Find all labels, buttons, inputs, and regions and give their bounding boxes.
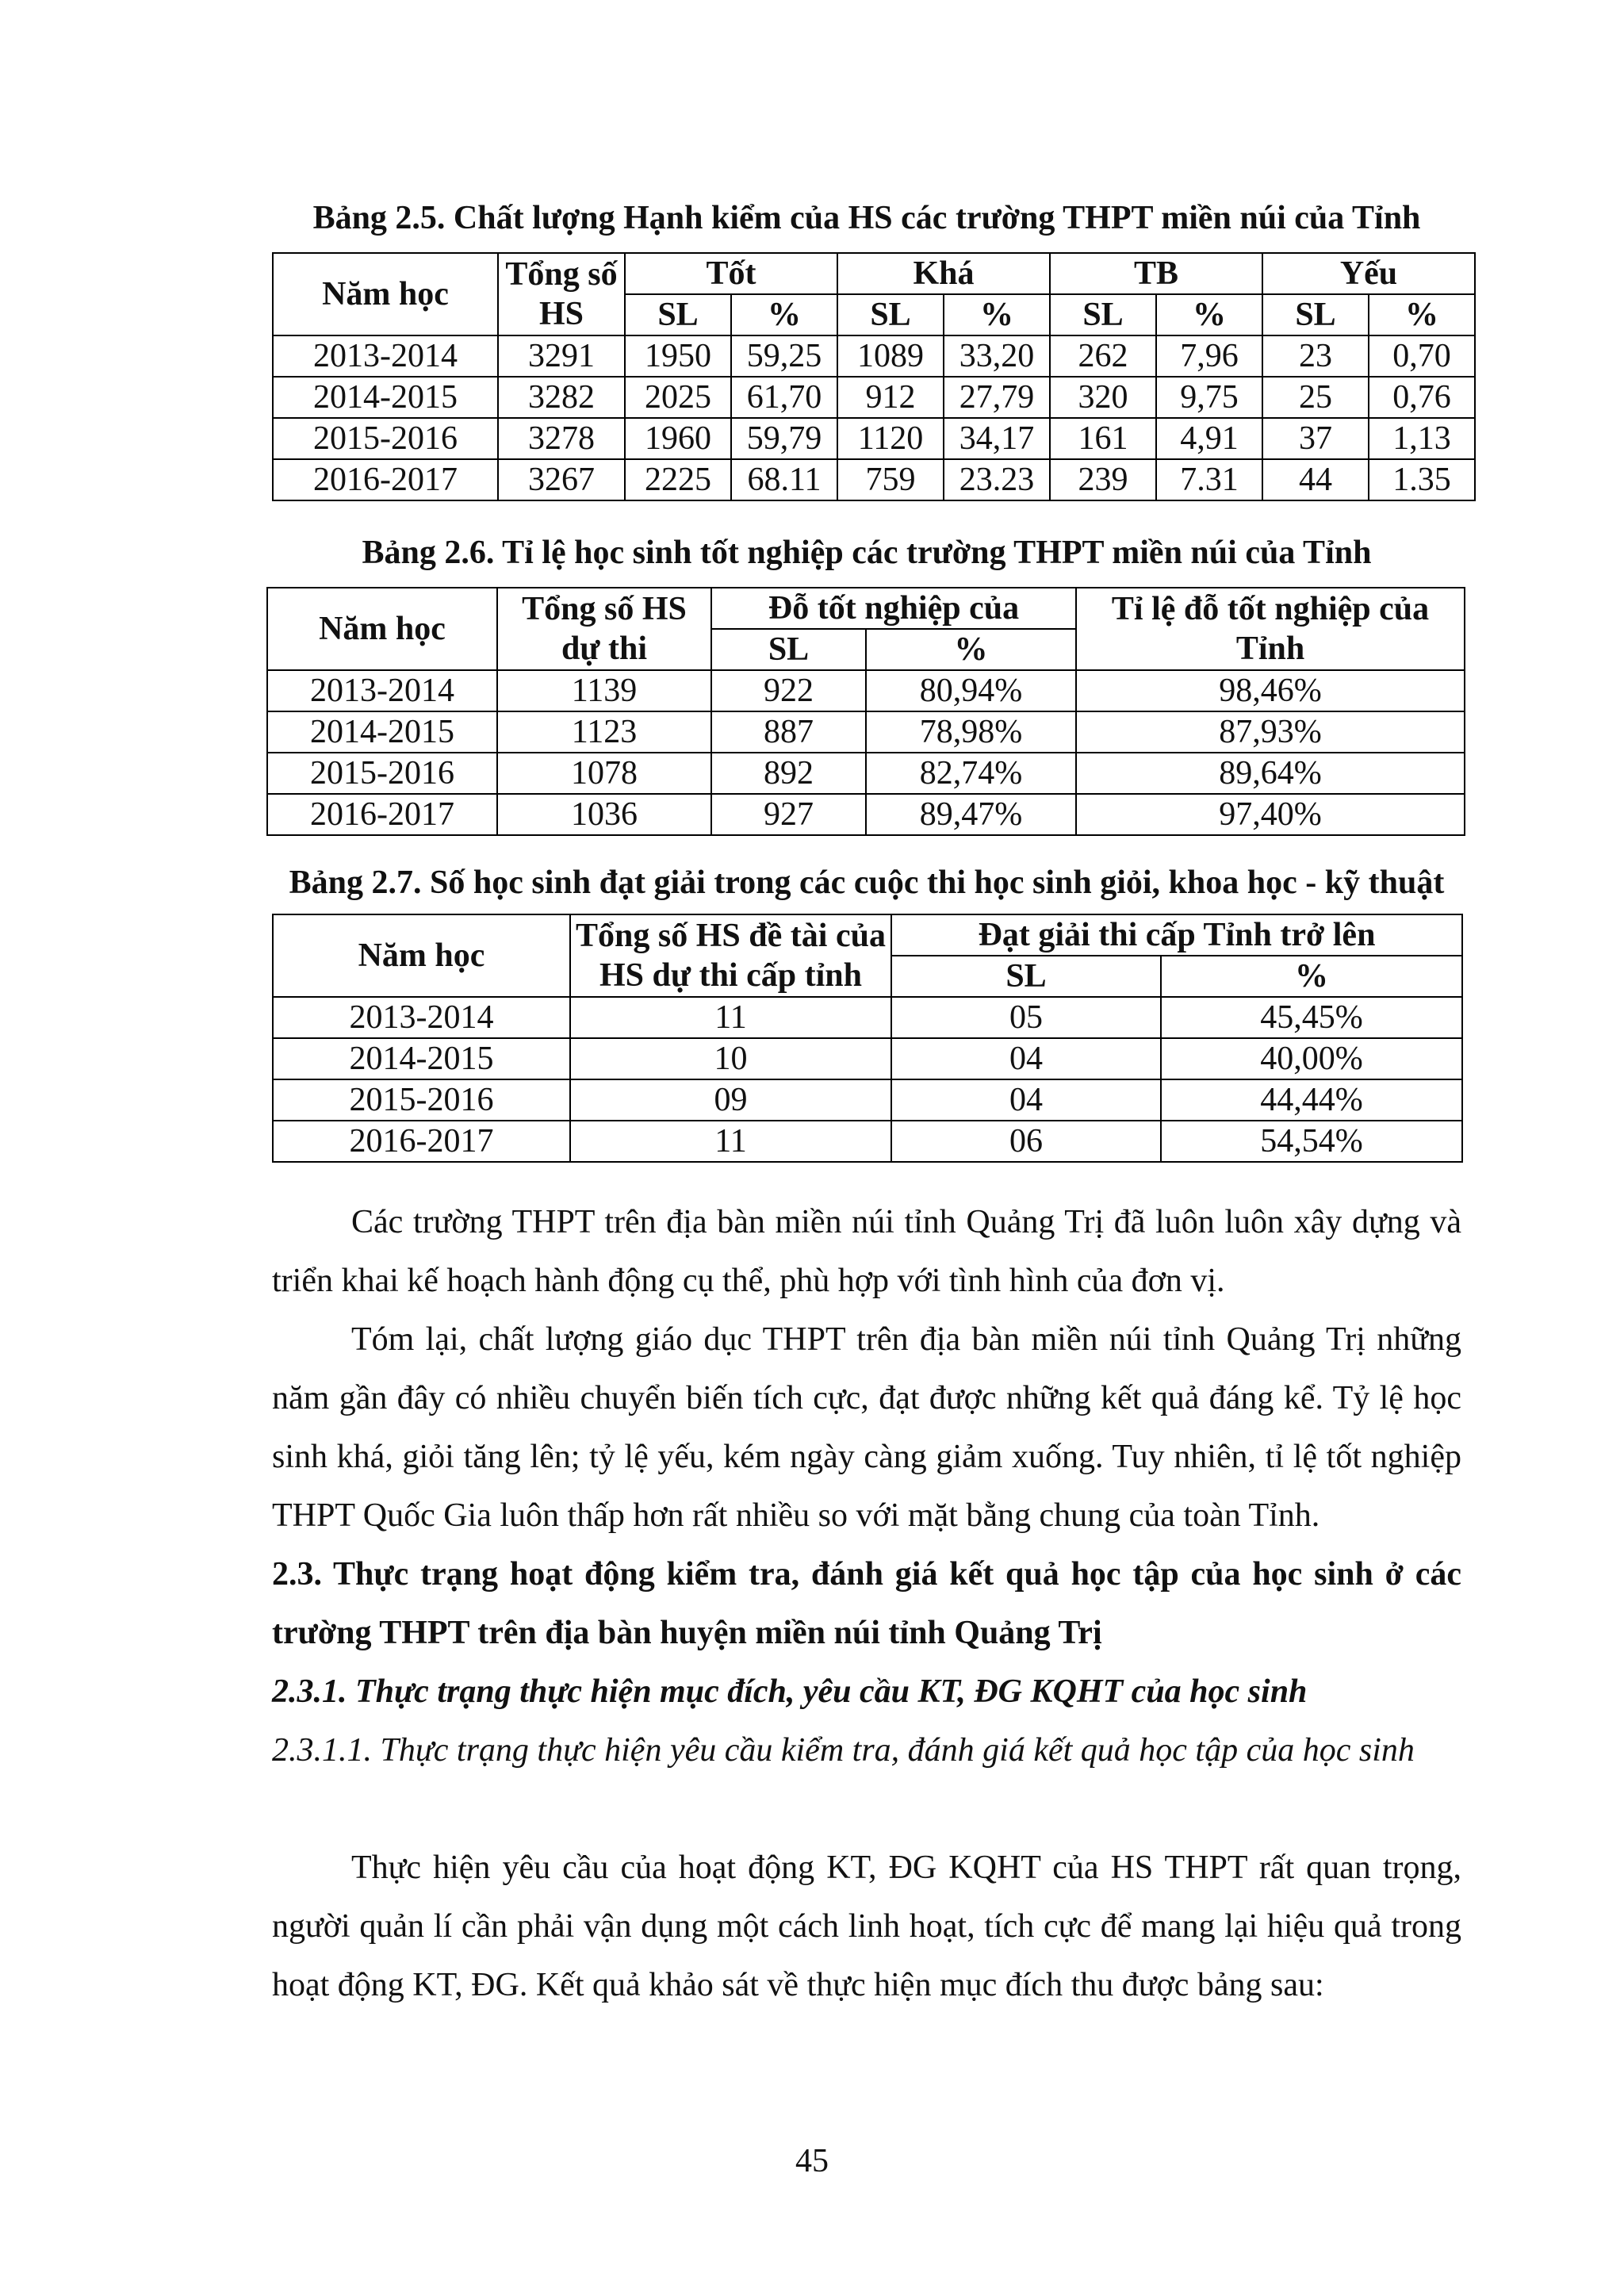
table-row	[273, 459, 1475, 500]
table-cell: 2013-2014	[273, 335, 498, 377]
table-row	[273, 1079, 1462, 1121]
section-heading: 2.3. Thực trạng hoạt động kiểm tra, đánh giá kết quả học tập của học sinh ở các trường THPT trên địa bàn huyện miền núi tỉnh Quảng Trị	[272, 1556, 1461, 1651]
table-cell: 320	[1050, 377, 1156, 418]
table-row	[267, 670, 1465, 711]
table-row	[273, 1038, 1462, 1079]
table-cell: 3282	[498, 377, 625, 418]
table-cell: 11	[570, 997, 891, 1038]
table-cell: 59,79	[731, 418, 837, 459]
header-sub: %	[944, 294, 1050, 335]
table-row	[273, 377, 1475, 418]
table-cell: 892	[711, 753, 866, 794]
table-cell: 2014-2015	[273, 377, 498, 418]
table-cell: 40,00%	[1161, 1038, 1462, 1079]
table-cell: 759	[837, 459, 944, 500]
table-cell: 912	[837, 377, 944, 418]
table-cell: 3267	[498, 459, 625, 500]
header-sub: SL	[625, 294, 731, 335]
header-year: Năm học	[267, 588, 497, 670]
header-group-fair: Khá	[837, 253, 1050, 294]
table-cell: 10	[570, 1038, 891, 1079]
header-total: Tổng số HS	[498, 253, 625, 335]
header-sub: SL	[1262, 294, 1369, 335]
table-cell: 1120	[837, 418, 944, 459]
header-sub: SL	[1050, 294, 1156, 335]
table-cell: 59,25	[731, 335, 837, 377]
table-cell: 68.11	[731, 459, 837, 500]
table-cell: 54,54%	[1161, 1121, 1462, 1162]
table-cell: 23.23	[944, 459, 1050, 500]
table-cell: 25	[1262, 377, 1369, 418]
table-cell: 1089	[837, 335, 944, 377]
table-cell: 89,47%	[866, 794, 1076, 835]
table-cell: 922	[711, 670, 866, 711]
table-row	[273, 335, 1475, 377]
table-cell: 1,13	[1369, 418, 1475, 459]
table-row	[267, 794, 1465, 835]
table-cell: 2015-2016	[273, 418, 498, 459]
header-sub: SL	[711, 629, 866, 670]
table-cell: 2013-2014	[273, 997, 570, 1038]
table-cell: 2025	[625, 377, 731, 418]
table-caption: Bảng 2.5. Chất lượng Hạnh kiểm của HS các trường THPT miền núi của Tỉnh	[312, 200, 1421, 236]
table-row	[267, 711, 1465, 753]
table-caption: Bảng 2.6. Tỉ lệ học sinh tốt nghiệp các trường THPT miền núi của Tỉnh	[362, 535, 1372, 571]
table-cell: 33,20	[944, 335, 1050, 377]
table-cell: 44,44%	[1161, 1079, 1462, 1121]
header-total: Tổng số HS dự thi	[497, 588, 711, 670]
header-group-weak: Yếu	[1262, 253, 1475, 294]
table-cell: 06	[891, 1121, 1161, 1162]
table-cell: 161	[1050, 418, 1156, 459]
table-cell: 2014-2015	[273, 1038, 570, 1079]
header-sub: %	[731, 294, 837, 335]
table-cell: 2013-2014	[267, 670, 497, 711]
table-cell: 23	[1262, 335, 1369, 377]
subsubsection-heading: 2.3.1.1. Thực trạng thực hiện yêu cầu kiểm tra, đánh giá kết quả học tập của học sinh	[272, 1732, 1415, 1769]
table-cell: 3291	[498, 335, 625, 377]
table-cell: 1139	[497, 670, 711, 711]
table-cell: 27,79	[944, 377, 1050, 418]
header-sub: SL	[891, 956, 1161, 997]
table-row	[273, 997, 1462, 1038]
header-sub: %	[1161, 956, 1462, 997]
table-caption: Bảng 2.7. Số học sinh đạt giải trong các cuộc thi học sinh giỏi, khoa học - kỹ thuật	[289, 864, 1445, 901]
table-cell: 4,91	[1156, 418, 1262, 459]
table-cell: 78,98%	[866, 711, 1076, 753]
table-cell: 09	[570, 1079, 891, 1121]
header-province-rate: Tỉ lệ đỗ tốt nghiệp của Tỉnh	[1076, 588, 1465, 670]
table-cell: 239	[1050, 459, 1156, 500]
table-cell: 98,46%	[1076, 670, 1465, 711]
table-cell: 1078	[497, 753, 711, 794]
page-number: 45	[795, 2143, 829, 2179]
table-cell: 2014-2015	[267, 711, 497, 753]
header-year: Năm học	[273, 253, 498, 335]
table-cell: 2015-2016	[267, 753, 497, 794]
table-cell: 61,70	[731, 377, 837, 418]
table-cell: 45,45%	[1161, 997, 1462, 1038]
table-row	[273, 418, 1475, 459]
body-paragraph: Các trường THPT trên địa bàn miền núi tỉnh Quảng Trị đã luôn luôn xây dựng và triển khai kế hoạch hành động cụ thể, phù hợp với tình hình của đơn vị.	[272, 1204, 1461, 1299]
table-cell: 1036	[497, 794, 711, 835]
table-cell: 05	[891, 997, 1161, 1038]
graduation-rate-table	[266, 587, 1465, 836]
table-row	[273, 1121, 1462, 1162]
table-cell: 2015-2016	[273, 1079, 570, 1121]
table-cell: 0,76	[1369, 377, 1475, 418]
table-cell: 44	[1262, 459, 1369, 500]
table-cell: 887	[711, 711, 866, 753]
header-group-average: TB	[1050, 253, 1262, 294]
table-cell: 1123	[497, 711, 711, 753]
table-cell: 2225	[625, 459, 731, 500]
table-cell: 3278	[498, 418, 625, 459]
table-cell: 97,40%	[1076, 794, 1465, 835]
body-paragraph: Thực hiện yêu cầu của hoạt động KT, ĐG KQHT của HS THPT rất quan trọng, người quản lí cần phải vận dụng một cách linh hoạt, tích cực để mang lại hiệu quả trong hoạt động KT, ĐG. Kết quả khảo sát về thực hiện mục đích thu được bảng sau:	[272, 1849, 1461, 2003]
table-cell: 80,94%	[866, 670, 1076, 711]
table-cell: 927	[711, 794, 866, 835]
table-cell: 2016-2017	[273, 459, 498, 500]
table-cell: 1960	[625, 418, 731, 459]
header-sub: %	[1369, 294, 1475, 335]
header-group-good: Tốt	[625, 253, 837, 294]
table-cell: 262	[1050, 335, 1156, 377]
table-cell: 2016-2017	[273, 1121, 570, 1162]
table-cell: 1.35	[1369, 459, 1475, 500]
table-cell: 1950	[625, 335, 731, 377]
header-sub: %	[866, 629, 1076, 670]
table-cell: 7.31	[1156, 459, 1262, 500]
table-cell: 7,96	[1156, 335, 1262, 377]
header-sub: SL	[837, 294, 944, 335]
header-group-awards: Đạt giải thi cấp Tỉnh trở lên	[891, 914, 1462, 956]
header-total: Tổng số HS đề tài của HS dự thi cấp tỉnh	[570, 914, 891, 997]
table-cell: 0,70	[1369, 335, 1475, 377]
table-cell: 2016-2017	[267, 794, 497, 835]
table-cell: 11	[570, 1121, 891, 1162]
table-cell: 04	[891, 1079, 1161, 1121]
table-cell: 87,93%	[1076, 711, 1465, 753]
table-cell: 04	[891, 1038, 1161, 1079]
header-year: Năm học	[273, 914, 570, 997]
subsection-heading: 2.3.1. Thực trạng thực hiện mục đích, yêu cầu KT, ĐG KQHT của học sinh	[272, 1673, 1308, 1710]
table-cell: 89,64%	[1076, 753, 1465, 794]
body-paragraph: Tóm lại, chất lượng giáo dục THPT trên địa bàn miền núi tỉnh Quảng Trị những năm gần đây có nhiều chuyển biến tích cực, đạt được những kết quả đáng kể. Tỷ lệ học sinh khá, giỏi tăng lên; tỷ lệ yếu, kém ngày càng giảm xuống. Tuy nhiên, tỉ lệ tốt nghiệp THPT Quốc Gia luôn thấp hơn rất nhiều so với mặt bằng chung của toàn Tỉnh.	[272, 1321, 1461, 1534]
header-sub: %	[1156, 294, 1262, 335]
student-awards-table	[272, 914, 1463, 1163]
table-row	[267, 753, 1465, 794]
table-cell: 9,75	[1156, 377, 1262, 418]
table-cell: 37	[1262, 418, 1369, 459]
header-group-passed: Đỗ tốt nghiệp của	[711, 588, 1076, 629]
table-cell: 82,74%	[866, 753, 1076, 794]
table-cell: 34,17	[944, 418, 1050, 459]
conduct-quality-table	[272, 252, 1476, 501]
